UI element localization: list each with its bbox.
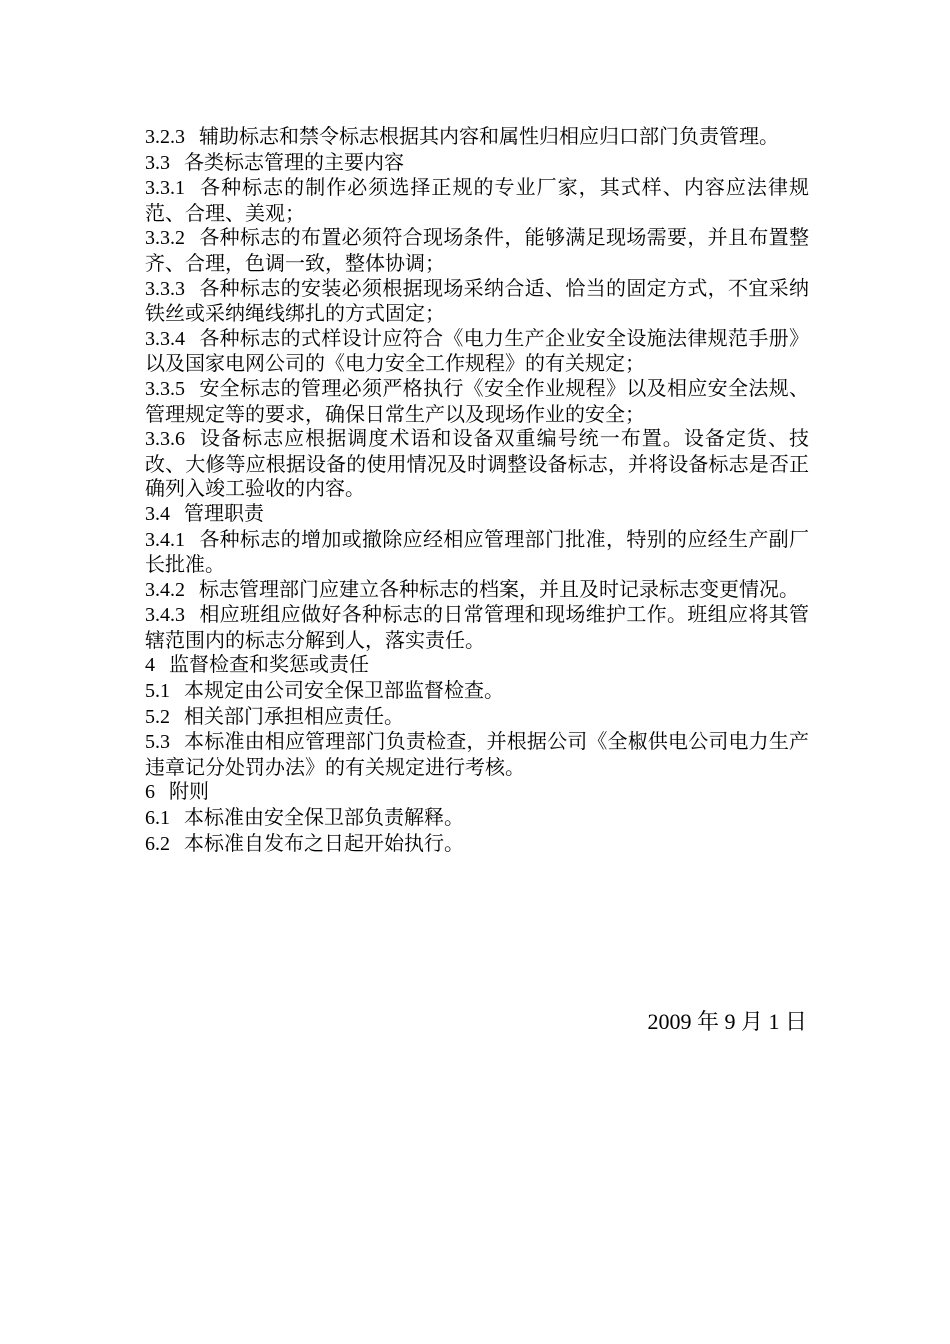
clause-6-2	[145, 831, 809, 857]
clause-3-3-5	[145, 376, 809, 426]
clause-5-2	[145, 704, 809, 730]
clause-number: 3.4.2	[145, 578, 185, 601]
clause-6-1	[145, 805, 809, 831]
clause-3-3-3	[145, 276, 809, 326]
section-number: 3.4	[145, 502, 170, 525]
clause-number: 3.4.1	[145, 528, 185, 551]
section-number: 4	[145, 654, 155, 677]
section-3-3-heading	[145, 150, 809, 176]
clause-text: 标志管理部门应建立各种标志的档案，并且及时记录标志变更情况。	[199, 576, 799, 601]
clause-number: 6.1	[145, 807, 170, 830]
clause-text: 相关部门承担相应责任。	[184, 703, 404, 728]
clause-text: 各种标志的布置必须符合现场条件，能够满足现场需要，并且布置整齐、合理，色调一致，整体协调；	[145, 225, 809, 275]
clause-number: 6.2	[145, 832, 170, 855]
clause-3-4-2	[145, 577, 809, 603]
section-title: 管理职责	[184, 500, 264, 525]
clause-5-1	[145, 678, 809, 704]
clause-number: 5.2	[145, 705, 170, 728]
clause-text: 各种标志的安装必须根据现场采纳合适、恰当的固定方式，不宜采纳铁丝或采纳绳线绑扎的方式固定；	[145, 275, 809, 326]
clause-number: 3.3.4	[145, 327, 185, 350]
clause-number: 3.4.3	[145, 604, 185, 627]
clause-text: 本规定由公司安全保卫部监督检查。	[184, 678, 504, 703]
clause-number: 5.3	[145, 731, 170, 754]
clause-number: 3.3.3	[145, 277, 185, 300]
clause-3-4-1	[145, 527, 809, 577]
clause-3-3-1	[145, 175, 809, 225]
clause-3-3-2	[145, 225, 809, 275]
clause-number: 3.3.2	[145, 227, 185, 250]
section-title: 附则	[169, 779, 209, 804]
section-6-heading	[145, 779, 809, 805]
clause-3-4-3	[145, 602, 809, 652]
section-3-4-heading	[145, 501, 809, 527]
clause-number: 3.3.5	[145, 377, 185, 400]
clause-number: 3.2.3	[145, 126, 185, 148]
section-title: 各类标志管理的主要内容	[184, 149, 404, 174]
clause-text: 辅助标志和禁令标志根据其内容和属性归相应归口部门负责管理。	[199, 124, 779, 148]
section-number: 6	[145, 781, 155, 804]
clause-text: 设备标志应根据调度术语和设备双重编号统一布置。设备定货、技改、大修等应根据设备的使用情况及时调整设备标志，并将设备标志是否正确列入竣工验收的内容。	[145, 426, 809, 501]
clause-text: 安全标志的管理必须严格执行《安全作业规程》以及相应安全法规、管理规定等的要求，确保日常生产以及现场作业的安全；	[145, 375, 809, 426]
clause-text: 各种标志的式样设计应符合《电力生产企业安全设施法律规范手册》以及国家电网公司的《电力安全工作规程》的有关规定；	[145, 325, 809, 376]
clause-number: 5.1	[145, 680, 170, 703]
section-number: 3.3	[145, 151, 170, 174]
clause-text: 相应班组应做好各种标志的日常管理和现场维护工作。班组应将其管辖范围内的标志分解到人，落实责任。	[145, 602, 809, 652]
clause-3-2-3	[145, 124, 809, 150]
clause-text: 本标准由安全保卫部负责解释。	[184, 805, 464, 830]
clause-number: 3.3.6	[145, 428, 185, 451]
clause-text: 各种标志的增加或撤除应经相应管理部门批准，特别的应经生产副厂长批准。	[145, 526, 809, 577]
clause-3-3-6	[145, 426, 809, 501]
clause-number: 3.3.1	[145, 177, 185, 200]
section-title: 监督检查和奖惩或责任	[169, 652, 369, 677]
issue-date: 2009 年 9 月 1 日	[647, 1009, 807, 1034]
clause-text: 各种标志的制作必须选择正规的专业厂家，其式样、内容应法律规范、合理、美观；	[145, 175, 809, 225]
clause-3-3-4	[145, 326, 809, 376]
document-body	[145, 124, 809, 856]
clause-text: 本标准自发布之日起开始执行。	[184, 830, 464, 855]
clause-5-3	[145, 729, 809, 779]
section-4-heading	[145, 652, 809, 678]
clause-text: 本标准由相应管理部门负责检查，并根据公司《全椒供电公司电力生产违章记分处罚办法》的有关规定进行考核。	[145, 729, 809, 779]
